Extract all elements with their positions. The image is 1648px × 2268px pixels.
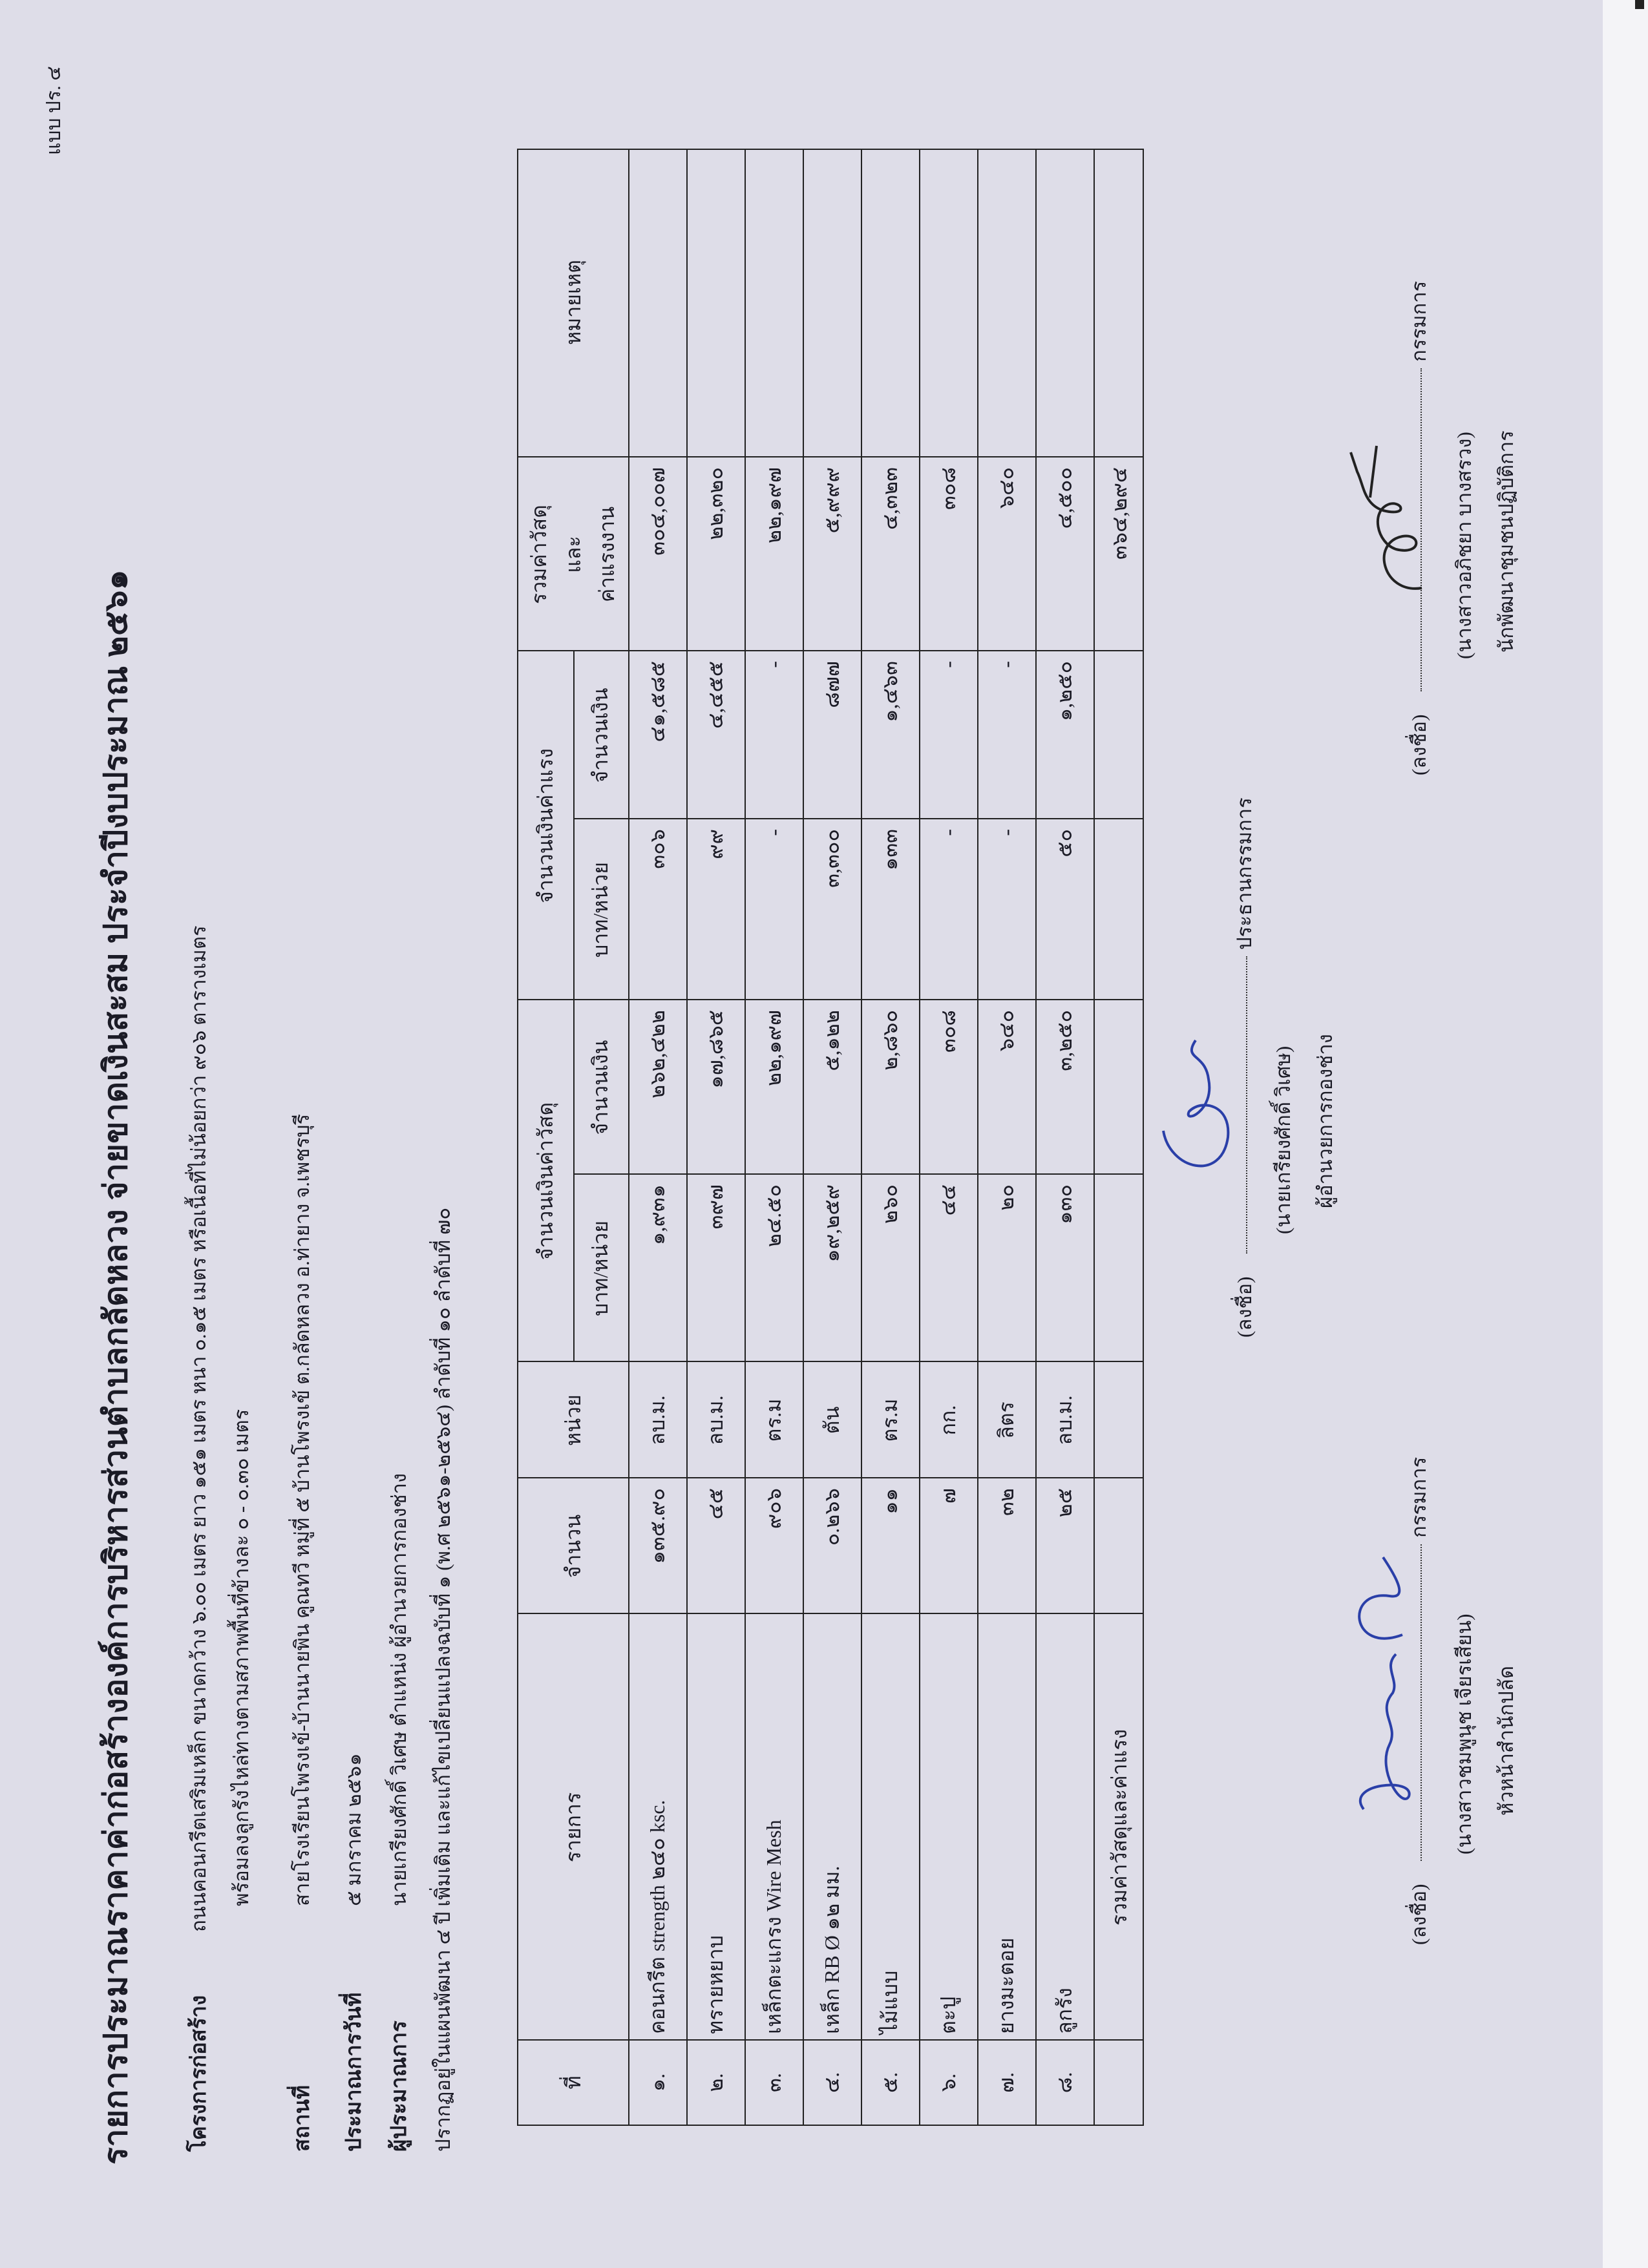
row-labor-amount: ๘๗๗ — [819, 661, 843, 708]
row-remark — [861, 147, 919, 457]
row-labor-amount: ๔,๔๕๕ — [703, 661, 727, 729]
row-remark — [977, 147, 1035, 457]
right-title: นักพัฒนาชุมชนปฏิบัติการ — [1495, 430, 1517, 653]
row-total: ๔,๕๐๐ — [1052, 467, 1076, 529]
row-labor-unit-price: ๙๙ — [703, 829, 727, 859]
row-qty: ๐.๒๖๖ — [819, 1488, 843, 1546]
right-signature — [1344, 420, 1441, 614]
row-qty: ๒๕ — [1052, 1488, 1076, 1518]
estimate-date-text: ๕ มกราคม ๒๕๖๑ — [343, 1753, 365, 1906]
chair-role: ประธานกรรมการ — [1233, 797, 1256, 950]
row-unit: ตัน — [819, 1406, 843, 1434]
chair-sign-prefix: (ลงชื่อ) — [1233, 1276, 1256, 1338]
col-header-total-line1: รวมค่าวัสดุ — [527, 505, 551, 604]
location-text: สายโรงเรียนโพรงเข้-บ้านนายพิน คูณทวี หมู่ที่ ๕ บ้านโพรงเข้ ต.กลัดหลวง อ.ท่ายาง จ.เพชรบุรี — [291, 1113, 313, 1906]
plan-text: ปรากฏอยู่ในแผนพัฒนา ๔ ปี เพิ่มเติม และแก้ไขเปลี่ยนแปลงฉบับที่ ๑ (พ.ศ ๒๕๖๑-๒๕๖๔) ลำดับที่ ๑๐ ลำดับที่ ๗๐ — [432, 1207, 454, 2152]
row-total: ๓๐๔,๐๐๗ — [645, 467, 669, 556]
col-header-qty: จำนวน — [561, 1514, 585, 1579]
row-qty: ๓๒ — [994, 1488, 1018, 1516]
row-labor-unit-price: ๑๓๓ — [878, 829, 902, 871]
row-material-amount: ๒๖๒,๔๒๒ — [645, 1010, 669, 1098]
row-labor-amount: ๑,๒๕๐ — [1052, 661, 1076, 722]
row-material-unit-price: ๑๙,๒๕๙ — [819, 1184, 843, 1263]
scanner-edge — [1603, 0, 1648, 2268]
row-remark — [686, 147, 745, 457]
col-header-item: รายการ — [561, 1792, 585, 1863]
row-labor-unit-price: ๕๐ — [1052, 829, 1076, 857]
col-header-unit: หน่วย — [561, 1394, 585, 1446]
row-item: ยางมะตอย — [994, 1937, 1018, 2034]
row-unit: ลิตร — [994, 1402, 1018, 1439]
row-no: ๑. — [645, 2073, 669, 2092]
row-item: ตะปู — [936, 1996, 960, 2034]
col-header-remark: หมายเหตุ — [561, 260, 585, 345]
row-material-amount: ๑๗,๘๖๕ — [703, 1010, 727, 1089]
estimator-label: ผู้ประมาณการ — [388, 2021, 411, 2152]
row-material-amount: ๒,๘๖๐ — [878, 1010, 902, 1071]
row-qty: ๑๑ — [878, 1488, 902, 1515]
left-title: หัวหน้าสำนักปลัด — [1495, 1666, 1517, 1816]
row-unit: ลบ.ม. — [645, 1395, 669, 1445]
right-name: (นางสาวอภิชยา บางสรวง) — [1453, 432, 1475, 659]
row-material-unit-price: ๒๔.๕๐ — [761, 1184, 785, 1248]
form-code: แบบ ปร. ๔ — [43, 66, 65, 155]
row-total: ๔,๓๒๓ — [878, 467, 902, 530]
col-header-total-line2: และ — [562, 536, 585, 573]
row-item: เหล็กตะแกรง Wire Mesh — [761, 1820, 785, 2034]
row-labor-unit-price: ๓,๓๐๐ — [819, 829, 843, 888]
row-total: ๕,๙๙๙ — [819, 467, 843, 534]
row-unit: ลบ.ม. — [1052, 1395, 1076, 1445]
sum-label: รวมค่าวัสดุและค่าแรง — [1107, 1728, 1131, 1926]
row-labor-amount: - — [936, 661, 960, 668]
col-header-total-line3: ค่าแรงงาน — [595, 506, 618, 603]
row-labor-amount: ๑,๔๖๓ — [878, 661, 902, 722]
row-total: ๒๒,๑๙๗ — [761, 467, 785, 543]
row-qty: ๗ — [936, 1488, 960, 1504]
row-labor-amount: - — [994, 661, 1018, 668]
row-item: คอนกรีต strength ๒๔๐ ksc. — [645, 1800, 669, 2034]
left-name: (นางสาวชมพูนุช เจียรเสียน) — [1453, 1613, 1475, 1854]
row-item: ลูกรัง — [1052, 1988, 1076, 2034]
row-no: ๕. — [878, 2072, 902, 2094]
chair-title: ผู้อำนวยการกองช่าง — [1314, 1034, 1336, 1208]
estimator-text: นายเกรียงศักดิ์ วิเศษ ตำแหน่ง ผู้อำนวยการกองช่าง — [388, 1473, 410, 1906]
row-item: ไม้แบบ — [878, 1970, 902, 2034]
left-role: กรรมการ — [1408, 1456, 1430, 1538]
row-labor-unit-price: - — [761, 829, 785, 836]
right-role: กรรมการ — [1408, 280, 1430, 362]
row-no: ๓. — [761, 2073, 785, 2092]
row-remark — [803, 147, 861, 457]
project-text: ถนนคอนกรีตเสริมเหล็ก ขนาดกว้าง ๖.๐๐ เมตร ยาว ๑๕๑ เมตร หนา ๐.๑๕ เมตร หรือเนื้อที่ไม่น้อยกว่า ๙๐๖ ตารางเมตร — [187, 925, 210, 1932]
estimate-date-label: ประมาณการวันที่ — [343, 1992, 366, 2152]
row-material-unit-price: ๒๐ — [994, 1184, 1018, 1211]
row-labor-amount: - — [761, 661, 785, 668]
col-header-mat-amount: จำนวนเงิน — [589, 1040, 612, 1135]
row-material-unit-price: ๒๖๐ — [878, 1184, 902, 1224]
chair-name: (นายเกรียงศักดิ์ วิเศษ) — [1272, 1045, 1294, 1234]
row-labor-unit-price: - — [994, 829, 1018, 836]
col-header-no: ที่ — [561, 2075, 585, 2090]
col-header-lab-unit-price: บาท/หน่วย — [589, 862, 612, 958]
row-material-amount: ๕,๑๒๒ — [819, 1010, 843, 1071]
row-material-amount: ๒๒,๑๙๗ — [761, 1010, 785, 1086]
col-header-material: จำนวนเงินค่าวัสดุ — [534, 1102, 557, 1261]
document-title: รายการประมาณราคาค่าก่อสร้างองค์การบริหารส่วนตำบลกลัดหลวง จ่ายขาดเงินสะสม ประจำปีงบประมาณ ๒๕๖๑ — [98, 569, 134, 2165]
col-header-labor: จำนวนเงินค่าแรง — [534, 748, 557, 903]
row-total: ๖๔๐ — [994, 467, 1018, 509]
row-qty: ๔๕ — [703, 1488, 727, 1520]
row-material-amount: ๓,๒๕๐ — [1052, 1010, 1076, 1071]
row-unit: ตร.ม — [878, 1398, 902, 1442]
location-label: สถานที่ — [291, 2085, 314, 2152]
row-item: ทรายหยาบ — [703, 1935, 727, 2034]
project-text-2: พร้อมลงลูกรังไหล่ทางตามสภาพพื้นที่ข้างละ ๐ - ๐.๓๐ เมตร — [230, 1409, 253, 1906]
row-unit: กก. — [936, 1405, 960, 1436]
row-remark — [628, 147, 686, 457]
row-total: ๒๒,๓๒๐ — [703, 467, 727, 540]
col-header-lab-amount: จำนวนเงิน — [589, 688, 612, 783]
row-material-unit-price: ๑๓๐ — [1052, 1184, 1076, 1224]
row-no: ๗. — [994, 2072, 1018, 2094]
row-labor-amount: ๔๑,๕๘๕ — [645, 661, 669, 742]
row-qty: ๙๐๖ — [761, 1488, 785, 1529]
row-material-unit-price: ๑,๙๓๑ — [645, 1184, 669, 1245]
row-unit: ตร.ม — [761, 1398, 785, 1442]
col-header-mat-unit-price: บาท/หน่วย — [589, 1221, 612, 1316]
row-no: ๔. — [819, 2072, 843, 2094]
row-unit: ลบ.ม. — [703, 1395, 727, 1445]
row-material-amount: ๓๐๘ — [936, 1010, 960, 1053]
row-no: ๘. — [1052, 2072, 1076, 2094]
left-sign-prefix: (ลงชื่อ) — [1408, 1884, 1430, 1945]
row-remark — [919, 147, 977, 457]
right-sign-prefix: (ลงชื่อ) — [1408, 714, 1430, 775]
row-remark — [745, 147, 803, 457]
row-item: เหล็ก RB Ø ๑๒ มม. — [819, 1865, 843, 2034]
project-label: โครงการก่อสร้าง — [187, 1995, 211, 2152]
row-labor-unit-price: ๓๐๖ — [645, 829, 669, 869]
row-remark — [1035, 147, 1093, 457]
row-material-unit-price: ๔๔ — [936, 1184, 960, 1216]
row-labor-unit-price: - — [936, 829, 960, 836]
row-qty: ๑๓๕.๙๐ — [645, 1488, 669, 1564]
chair-signature — [1144, 995, 1247, 1208]
sum-total: ๓๖๔,๒๙๔ — [1107, 467, 1131, 560]
row-no: ๖. — [936, 2073, 960, 2092]
row-no: ๒. — [703, 2073, 727, 2092]
left-signature — [1338, 1544, 1428, 1822]
cost-estimate-table — [517, 149, 1144, 2126]
row-total: ๓๐๘ — [936, 467, 960, 510]
row-material-amount: ๖๔๐ — [994, 1010, 1018, 1052]
row-material-unit-price: ๓๙๗ — [703, 1184, 727, 1230]
